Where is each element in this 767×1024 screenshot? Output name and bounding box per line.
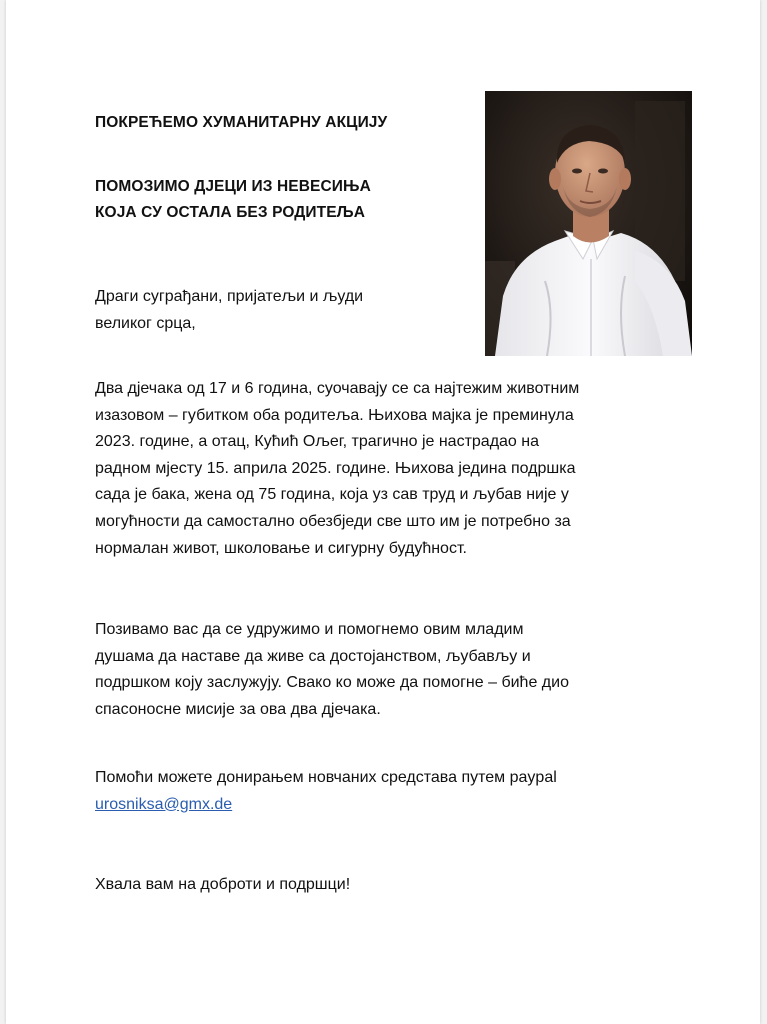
story-paragraph: [95, 376, 680, 562]
document-content: [6, 0, 760, 1024]
donation-email-link[interactable]: urosniksa@gmx.de: [95, 795, 233, 813]
appeal-heading-line-1: ПОМОЗИМО ДЈЕЦИ ИЗ НЕВЕСИЊА: [95, 178, 371, 195]
donation-paragraph: [95, 765, 675, 818]
appeal-line: душама да наставе да живе са достојанством, љубављу и: [95, 647, 531, 665]
story-line: нормалан живот, школовање и сигурну будућност.: [95, 539, 467, 557]
portrait-photo-icon: [485, 91, 692, 356]
appeal-heading: [95, 174, 435, 226]
donation-text: Помоћи можете донирањем новчаних средстава путем paypal: [95, 769, 557, 786]
document-page: [6, 0, 760, 1024]
closing-paragraph: [95, 872, 675, 899]
greeting-line-1: Драги суграђани, пријатељи и људи: [95, 288, 364, 305]
story-line: 2023. године, а отац, Кућић Ољег, трагично је настрадао на: [95, 433, 540, 451]
closing-text: Хвала вам на доброти и подршци!: [95, 876, 351, 893]
appeal-line: Позивамо вас да се удружимо и помогнемо овим младим: [95, 621, 524, 638]
portrait-photo: [485, 91, 692, 356]
greeting-line-2: великог срца,: [95, 314, 196, 332]
appeal-line: подршком коју заслужују. Свако ко може да помогне – биће дио: [95, 674, 569, 692]
appeal-heading-line-2: КОЈА СУ ОСТАЛА БЕЗ РОДИТЕЉА: [95, 204, 366, 221]
story-line: сада је бака, жена од 75 година, која уз сав труд и љубав није у: [95, 486, 569, 504]
campaign-heading-text: ПОКРЕЋЕМО ХУМАНИТАРНУ АКЦИЈУ: [95, 114, 388, 131]
appeal-line: спасоносне мисије за ова два дјечака.: [95, 700, 381, 718]
campaign-heading: [95, 110, 387, 136]
appeal-paragraph: [95, 617, 655, 723]
story-line: радном мјесту 15. априла 2025. године. Њихова једина подршка: [95, 459, 576, 477]
story-line: Два дјечака од 17 и 6 година, суочавају се са најтежим животним: [95, 380, 580, 397]
story-line: могућности да самостално обезбједи све што им је потребно за: [95, 512, 571, 530]
greeting: [95, 284, 435, 337]
story-line: изазовом – губитком оба родитеља. Њихова мајка је преминула: [95, 406, 574, 424]
